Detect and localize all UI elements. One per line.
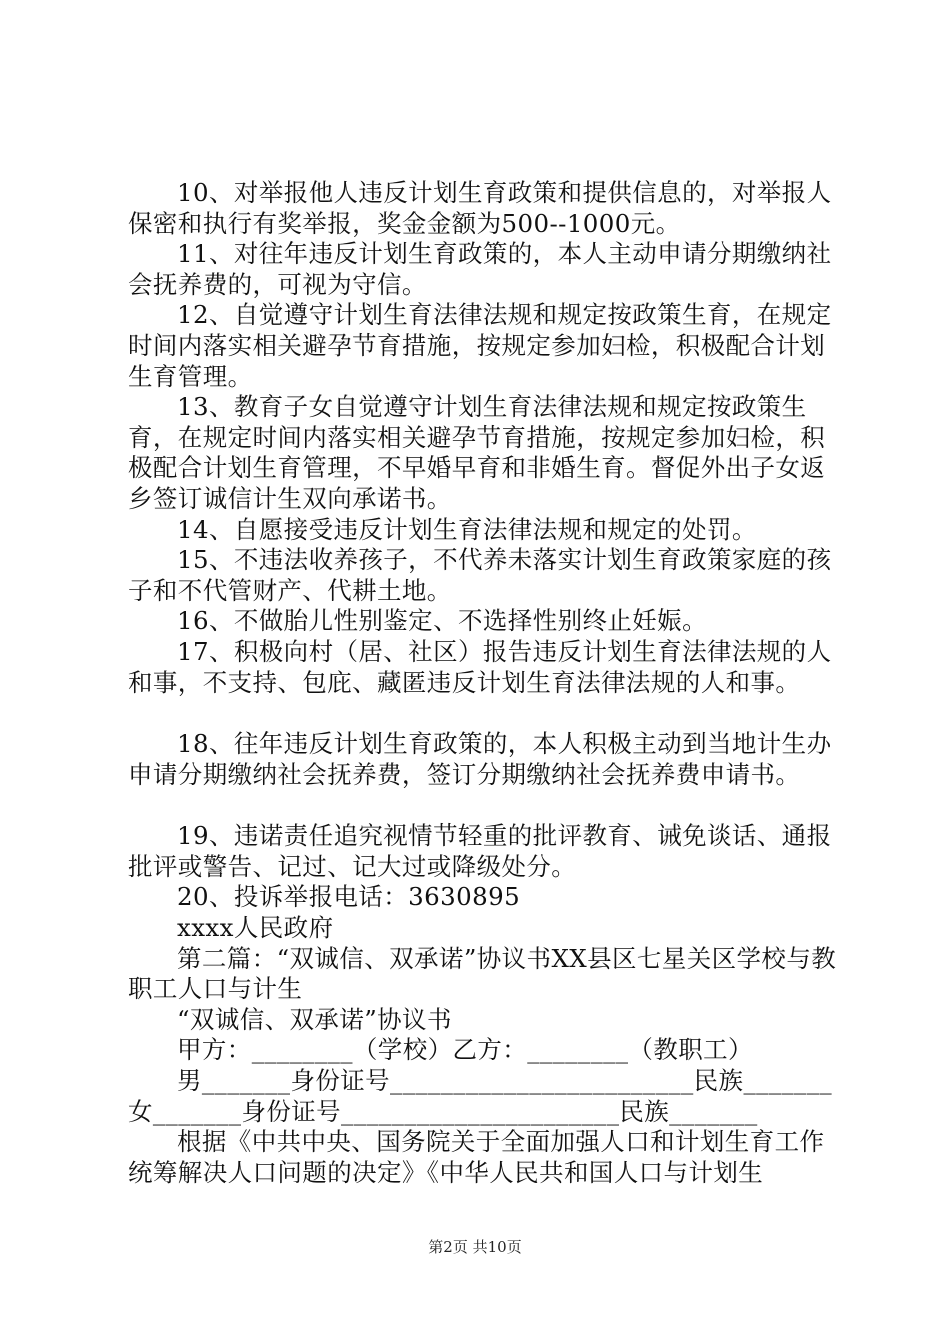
basis-paragraph: 根据《中共中央、国务院关于全面加强人口和计划生育工作统筹解决人口问题的决定》《中华人民共和国人口与计划生 <box>128 1127 825 1187</box>
paragraph-gap <box>128 698 838 729</box>
female-info-line: 女_______身份证号______________________民族_______ <box>128 1096 758 1126</box>
signature-line: xxxx人民政府 <box>177 913 334 943</box>
paragraph-20: 20、投诉举报电话：3630895 <box>177 882 521 912</box>
page-number-footer: 第2页 共10页 <box>428 1238 522 1256</box>
parties-line: 甲方：________（学校）乙方：________（教职工） <box>177 1035 753 1065</box>
paragraph-16: 16、不做胎儿性别鉴定、不选择性别终止妊娠。 <box>177 606 707 636</box>
paragraph-18: 18、往年违反计划生育政策的，本人积极主动到当地计生办申请分期缴纳社会抚养费，签订分期缴纳社会抚养费申请书。 <box>128 729 832 789</box>
paragraph-13: 13、教育子女自觉遵守计划生育法律法规和规定按政策生育，在规定时间内落实相关避孕节育措施，按规定参加妇检，积极配合计划生育管理，不早婚早育和非婚生育。督促外出子女返乡签订诚信计生双向承诺书。 <box>128 392 826 513</box>
paragraph-14: 14、自愿接受违反计划生育法律法规和规定的处罚。 <box>177 514 757 544</box>
paragraph-gap <box>128 790 838 821</box>
paragraph-15: 15、不违法收养孩子，不代养未落实计划生育政策家庭的孩子和不代管财产、代耕土地。 <box>128 545 832 605</box>
document-body <box>128 178 838 1188</box>
paragraph-11: 11、对往年违反计划生育政策的，本人主动申请分期缴纳社会抚养费的，可视为守信。 <box>128 239 832 299</box>
paragraph-10: 10、对举报他人违反计划生育政策和提供信息的，对举报人保密和执行有奖举报，奖金金额为500--1000元。 <box>128 178 832 238</box>
paragraph-17: 17、积极向村（居、社区）报告违反计划生育法律法规的人和事，不支持、包庇、藏匿违反计划生育法律法规的人和事。 <box>128 636 832 697</box>
male-info-line: 男_______身份证号________________________民族_______ <box>177 1066 832 1096</box>
paragraph-12: 12、自觉遵守计划生育法律法规和规定按政策生育，在规定时间内落实相关避孕节育措施，按规定参加妇检，积极配合计划生育管理。 <box>128 300 832 391</box>
section-two-heading: 第二篇：“双诚信、双承诺”协议书XX县区七星关区学校与教职工人口与计生 <box>128 943 837 1004</box>
agreement-title: “双诚信、双承诺”协议书 <box>177 1004 452 1034</box>
paragraph-19: 19、违诺责任追究视情节轻重的批评教育、诫免谈话、通报批评或警告、记过、记大过或降级处分。 <box>128 821 832 881</box>
